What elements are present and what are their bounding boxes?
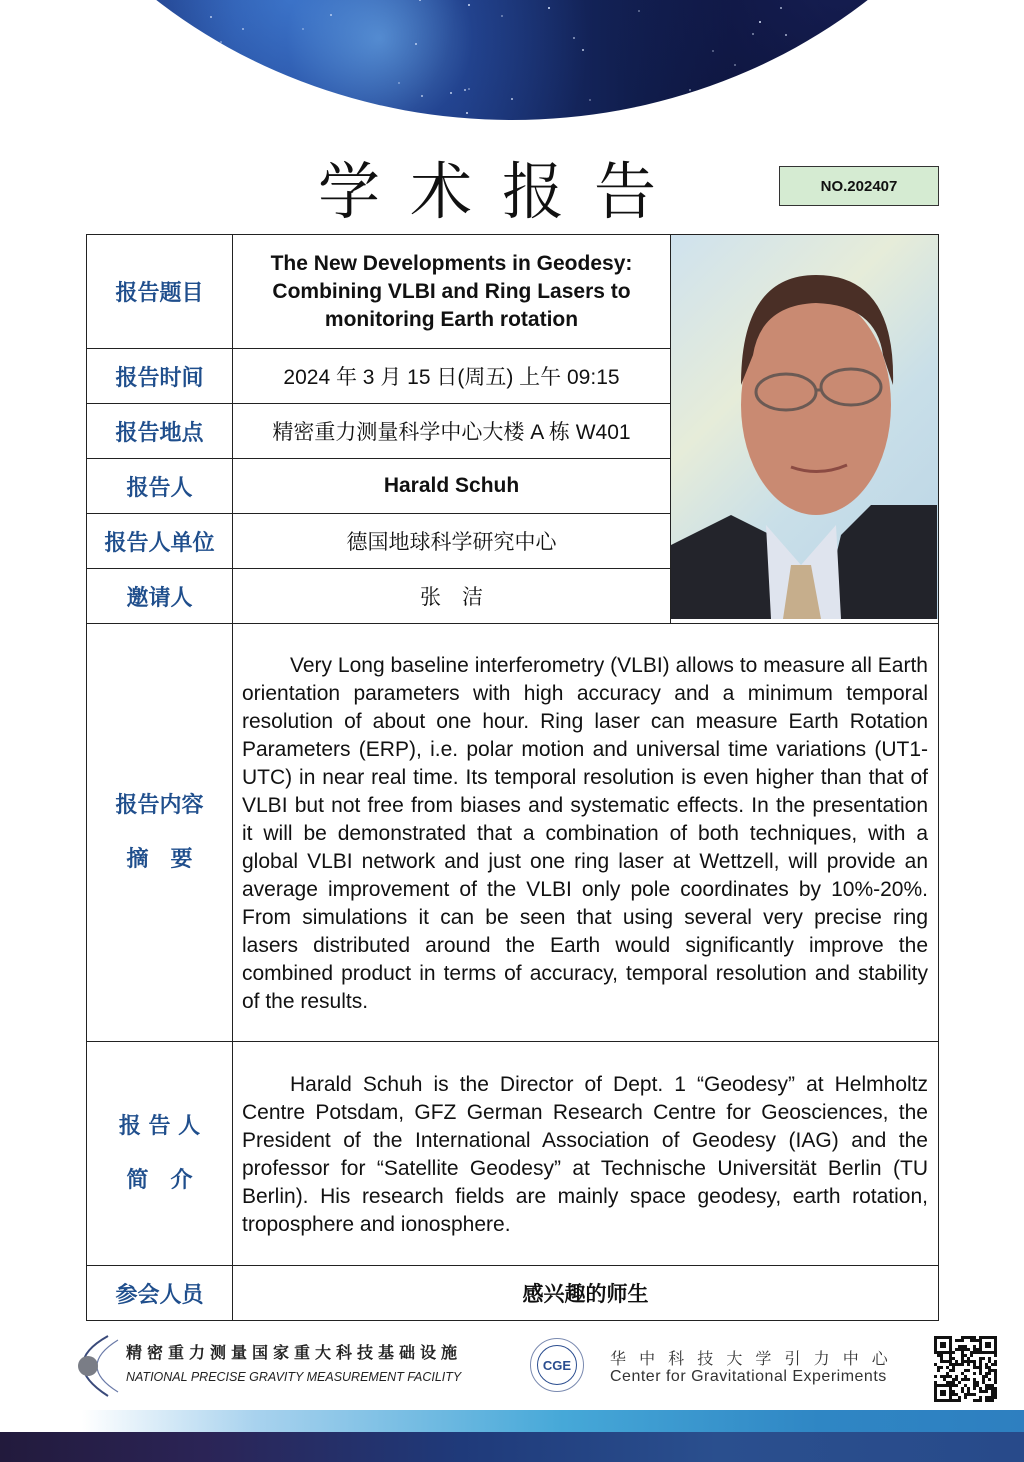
cge-logo-text: CGE	[537, 1345, 577, 1385]
star-dot	[148, 71, 150, 73]
value-time: 2024 年 3 月 15 日(周五) 上午 09:15	[233, 349, 671, 404]
label-speaker: 报告人	[87, 459, 233, 514]
value-speaker: Harald Schuh	[233, 459, 671, 514]
star-dot	[60, 5, 62, 7]
label-abstract	[87, 624, 233, 1042]
star-dot	[785, 34, 787, 36]
star-dot	[829, 100, 831, 102]
value-affiliation: 德国地球科学研究中心	[233, 514, 671, 569]
footer-dark-blue-band	[0, 1432, 1024, 1462]
qr-code[interactable]	[934, 1336, 998, 1402]
star-dot	[415, 43, 417, 45]
table-row-bio	[87, 1042, 939, 1266]
star-dot	[220, 41, 222, 43]
star-dot	[210, 16, 212, 18]
star-dot	[217, 58, 219, 60]
facility-name-en: NATIONAL PRECISE GRAVITY MEASUREMENT FACILITY	[126, 1370, 462, 1384]
star-dot	[131, 50, 133, 52]
value-inviter: 张 洁	[233, 569, 671, 624]
label-abstract-line2: 摘 要	[126, 846, 193, 872]
footer-facility-logo	[66, 1336, 506, 1396]
page-title: 学术报告	[318, 155, 687, 228]
star-dot	[1008, 23, 1010, 25]
star-dot	[582, 49, 584, 51]
star-dot	[1019, 3, 1021, 5]
report-info-table	[86, 234, 939, 1321]
abstract-text: Very Long baseline interferometry (VLBI) allows to measure all Earth orientation parameters with high accuracy and a minimum temporal resolution of about one hour. Ring laser can measure Earth Rotation Parameters (ERP), i.e. polar motion and universal time variations (UT1-UTC) in near real time. Its temporal resolution is even higher than that of VLBI but not free from biases and systematic effects. In the presentation it will be demonstrated that a combination of both techniques, with a global VLBI network and just one ring laser at Wettzell, will provide an average improvement of the VLBI only pole coordinates by 10%-20%. From simulations it can be seen that using several very precise ring lasers distributed around the Earth would significantly improve the combined product in terms of accuracy, temporal resolution and stability of the results.	[242, 653, 928, 1013]
footer-cge-logo	[528, 1334, 928, 1398]
star-dot	[962, 24, 964, 26]
speaker-portrait-illustration	[671, 235, 937, 619]
star-dot	[343, 115, 345, 117]
label-bio	[87, 1042, 233, 1266]
star-dot	[919, 37, 921, 39]
abstract-cell	[233, 624, 939, 1042]
table-row-abstract	[87, 624, 939, 1042]
value-attendees: 感兴趣的师生	[233, 1266, 939, 1321]
star-dot	[419, 0, 421, 1]
star-dot	[100, 55, 102, 57]
facility-name-cn: 精密重力测量国家重大科技基础设施	[126, 1343, 463, 1362]
label-attendees: 参会人员	[87, 1266, 233, 1321]
label-inviter: 邀请人	[87, 569, 233, 624]
star-dot	[939, 108, 941, 110]
star-dot	[62, 0, 64, 1]
star-dot	[501, 15, 503, 17]
bio-cell	[233, 1042, 939, 1266]
star-dot	[638, 10, 640, 12]
label-time: 报告时间	[87, 349, 233, 404]
report-number-badge: NO.202407	[779, 166, 939, 206]
star-dot	[450, 92, 452, 94]
star-dot	[302, 28, 304, 30]
star-dot	[589, 99, 591, 101]
star-dot	[511, 98, 513, 100]
label-bio-line1: 报 告 人	[118, 1113, 201, 1139]
star-dot	[759, 21, 761, 23]
star-dot	[136, 101, 138, 103]
star-dot	[93, 96, 95, 98]
star-dot	[780, 7, 782, 9]
cge-emblem-icon	[530, 1338, 584, 1392]
star-dot	[548, 7, 550, 9]
label-abstract-line1: 报告内容	[115, 792, 204, 818]
speaker-photo-cell	[671, 235, 939, 624]
star-dot	[877, 82, 879, 84]
star-dot	[1004, 73, 1006, 75]
star-dot	[466, 112, 468, 114]
label-bio-line2: 简 介	[126, 1167, 193, 1193]
label-affiliation: 报告人单位	[87, 514, 233, 569]
star-dot	[398, 82, 400, 84]
star-dot	[734, 64, 736, 66]
cge-name-cn: 华 中 科 技 大 学 引 力 中 心	[610, 1349, 892, 1368]
star-dot	[242, 28, 244, 30]
star-dot	[464, 89, 466, 91]
speaker-photo	[671, 235, 938, 619]
star-dot	[832, 50, 834, 52]
label-topic: 报告题目	[87, 235, 233, 349]
table-row-topic	[87, 235, 939, 349]
star-dot	[221, 58, 223, 60]
star-dot	[468, 4, 470, 6]
bio-text: Harald Schuh is the Director of Dept. 1 “Geodesy” at Helmholtz Centre Potsdam, GFZ German Research Centre for Geosciences, the President of the International Association of Geodesy (IAG) and the professor for “Satellite Geodesy” at Technische Universität Berlin (TU Berlin). His research fields are mainly space geodesy, earth rotation, troposphere and ionosphere.	[242, 1072, 928, 1236]
star-dot	[960, 7, 962, 9]
star-dot	[47, 91, 49, 93]
star-dot	[700, 111, 702, 113]
star-dot	[421, 95, 423, 97]
space-banner-image	[0, 0, 1024, 120]
footer-light-blue-band	[0, 1410, 1024, 1434]
facility-arc-logo-icon	[66, 1334, 126, 1398]
star-dot	[821, 46, 823, 48]
value-topic: The New Developments in Geodesy: Combining VLBI and Ring Lasers to monitoring Earth rotation	[233, 235, 671, 349]
star-dot	[468, 88, 470, 90]
star-dot	[789, 68, 791, 70]
value-location: 精密重力测量科学中心大楼 A 栋 W401	[233, 404, 671, 459]
star-dot	[752, 33, 754, 35]
star-dot	[258, 64, 260, 66]
star-dot	[960, 46, 962, 48]
cge-name-en: Center for Gravitational Experiments	[610, 1368, 887, 1385]
qr-code-icon	[934, 1336, 998, 1402]
star-dot	[689, 89, 691, 91]
star-dot	[792, 102, 794, 104]
star-dot	[48, 102, 50, 104]
star-dot	[15, 105, 17, 107]
star-dot	[1022, 26, 1024, 28]
star-dot	[225, 53, 227, 55]
star-dot	[573, 37, 575, 39]
star-dot	[330, 14, 332, 16]
star-dot	[712, 50, 714, 52]
table-row-attendees	[87, 1266, 939, 1321]
label-location: 报告地点	[87, 404, 233, 459]
